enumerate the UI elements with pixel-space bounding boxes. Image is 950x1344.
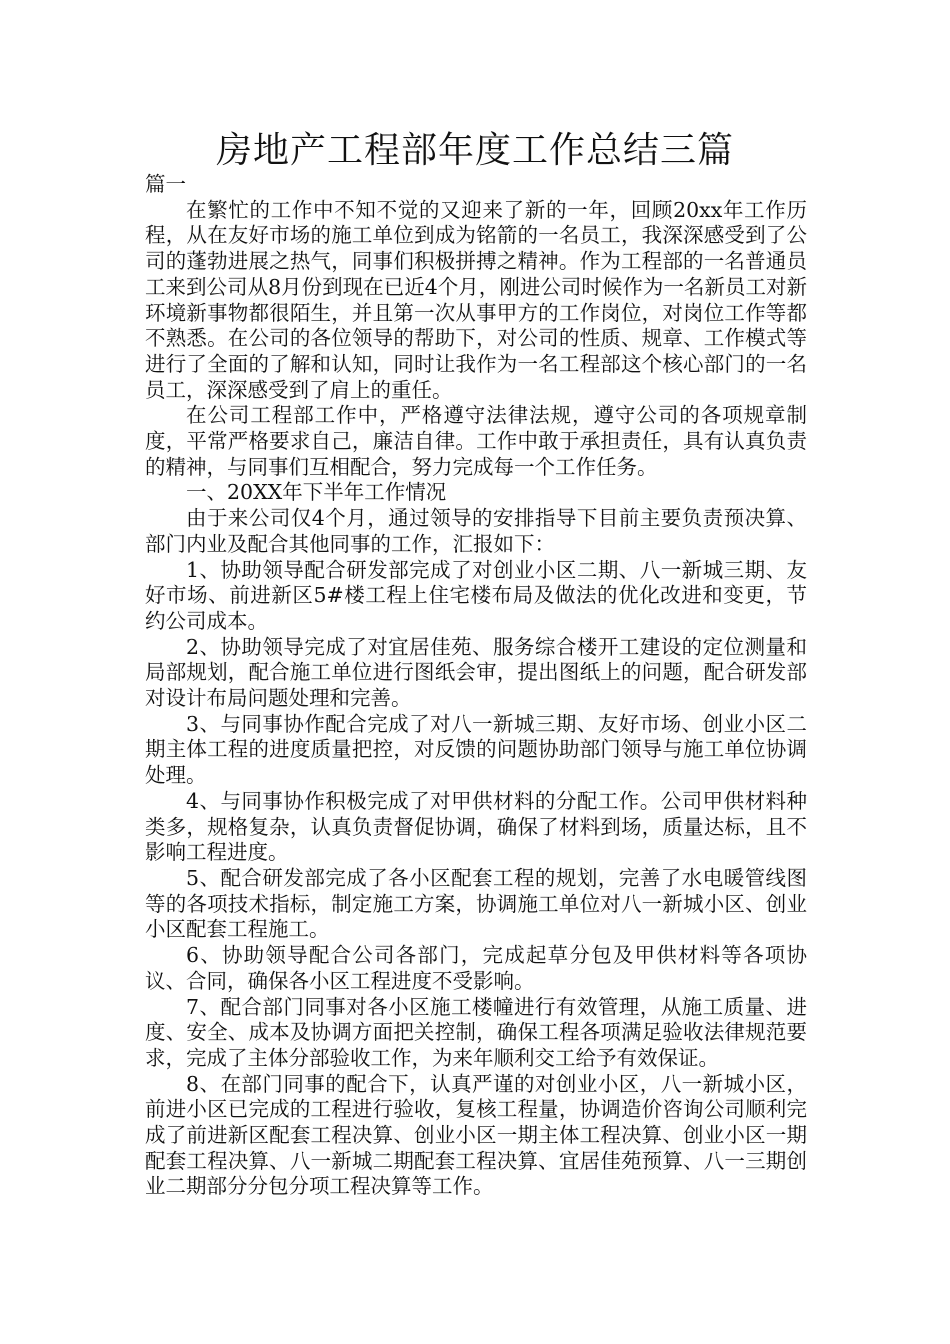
list-item: 3、与同事协作配合完成了对八一新城三期、友好市场、创业小区二期主体工程的进度质量把控，对反馈的问题协助部门领导与施工单位协调处理。	[145, 711, 807, 788]
list-item: 2、协助领导完成了对宜居佳苑、服务综合楼开工建设的定位测量和局部规划，配合施工单位进行图纸会审，提出图纸上的问题，配合研发部对设计布局问题处理和完善。	[145, 634, 807, 711]
document-body	[145, 172, 807, 1200]
paragraph: 由于来公司仅4个月，通过领导的安排指导下目前主要负责预决算、部门内业及配合其他同事的工作，汇报如下：	[145, 506, 807, 556]
list-item: 4、与同事协作积极完成了对甲供材料的分配工作。公司甲供材料种类多，规格复杂，认真负责督促协调，确保了材料到场，质量达标，且不影响工程进度。	[145, 788, 807, 865]
list-item: 5、配合研发部完成了各小区配套工程的规划，完善了水电暖管线图等的各项技术指标，制定施工方案，协调施工单位对八一新城小区、创业小区配套工程施工。	[145, 865, 807, 942]
document-title: 房地产工程部年度工作总结三篇	[215, 130, 734, 171]
paragraph: 在公司工程部工作中，严格遵守法律法规，遵守公司的各项规章制度，平常严格要求自己，廉洁自律。工作中敢于承担责任，具有认真负责的精神，与同事们互相配合，努力完成每一个工作任务。	[145, 403, 807, 479]
list-item: 7、配合部门同事对各小区施工楼幢进行有效管理，从施工质量、进度、安全、成本及协调方面把关控制，确保工程各项满足验收法律规范要求，完成了主体分部验收工作，为来年顺利交工给予有效保证。	[145, 994, 807, 1070]
list-item: 1、协助领导配合研发部完成了对创业小区二期、八一新城三期、友好市场、前进新区5#楼工程上住宅楼布局及做法的优化改进和变更，节约公司成本。	[145, 557, 807, 633]
paragraph: 在繁忙的工作中不知不觉的又迎来了新的一年，回顾20xx年工作历程，从在友好市场的施工单位到成为铭箭的一名员工，我深深感受到了公司的蓬勃进展之热气，同事们积极拼搏之精神。作为工程部的一名普通员工来到公司从8月份到现在已近4个月，刚进公司时候作为一名新员工对新环境新事物都很陌生，并且第一次从事甲方的工作岗位，对岗位工作等都不熟悉。在公司的各位领导的帮助下，对公司的性质、规章、工作模式等进行了全面的了解和认知，同时让我作为一名工程部这个核心部门的一名员工，深深感受到了肩上的重任。	[145, 197, 807, 402]
section-label: 篇一	[145, 172, 186, 196]
list-item: 6、协助领导配合公司各部门，完成起草分包及甲供材料等各项协议、合同，确保各小区工程进度不受影响。	[145, 943, 807, 993]
list-item: 8、在部门同事的配合下，认真严谨的对创业小区，八一新城小区，前进小区已完成的工程进行验收，复核工程量，协调造价咨询公司顺利完成了前进新区配套工程决算、创业小区一期主体工程决算、创业小区一期配套工程决算、八一新城二期配套工程决算、宜居佳苑预算、八一三期创业二期部分分包分项工程决算等工作。	[145, 1071, 807, 1199]
section-heading: 一、20XX年下半年工作情况	[186, 480, 447, 505]
